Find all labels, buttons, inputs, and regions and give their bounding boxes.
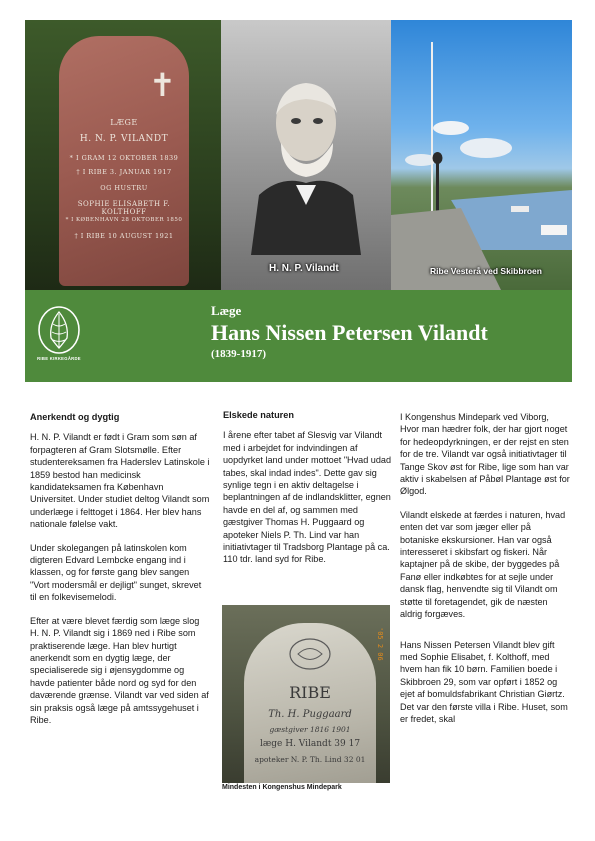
column-2 (223, 409, 393, 577)
headstone-line: * I GRAM 12 OKTOBER 1839 (69, 154, 179, 162)
paragraph: Efter at være blevet færdig som læge slog H. N. P. Vilandt sig i 1869 ned i Ribe som praktiserende læge. Han blev hurtigt anerkendt som en dygtig læge, der specialiserede sig i øjensygdomme og havde patienter både nord og syd for den daværende grænse. Vilandt var ved siden af sin praksis også læge på amtssygehuset i Ribe. (30, 615, 209, 725)
page-title: Hans Nissen Petersen Vilandt (211, 320, 488, 345)
date-stamp: '05 2 06 (376, 627, 384, 661)
stone-line: læge H. Vilandt 39 17 (259, 739, 361, 749)
paragraph: Vilandt elskede at færdes i naturen, hvad enten det var som jæger eller på botaniske ekskursioner. Han var også interesseret i skibsfart og fiskeri. Når kaptajner på de skibe, der byggedes på Fanø eller indkøbtes for at sejle under dansk flag, henvendte sig til Vilandt om støtte til foretagendet, gik de næsten aldrig forgæves. (400, 509, 566, 620)
paragraph: Under skolegangen på latinskolen kom digteren Edvard Lembcke engang ind i klassen, og for første gang blev sangen "Vort modersmål er dejligt" sunget, skrevet til en folkevisemelodi. (30, 542, 202, 603)
headstone-photo (25, 20, 221, 290)
memorial-stone (244, 623, 376, 783)
headstone-line: OG HUSTRU (100, 184, 148, 192)
headstone-line: † I RIBE 3. JANUAR 1917 (76, 168, 172, 176)
river-scene (391, 20, 572, 290)
ribe-kirkegaarde-logo (35, 304, 83, 364)
portrait-figure (251, 65, 361, 255)
cross-icon: ✝ (149, 67, 176, 103)
portrait-photo (221, 20, 391, 290)
headstone-line: H. N. P. VILANDT (79, 134, 169, 144)
river-caption: Ribe Vesterå ved Skibbroen (430, 266, 542, 276)
headstone-line: † I RIBE 10 AUGUST 1921 (74, 232, 174, 240)
banner-years: (1839-1917) (211, 348, 266, 360)
headstone-line: * I KØBENHAVN 28 OKTOBER 1850 (65, 217, 183, 223)
headstone-line: LÆGE (110, 118, 138, 127)
section-heading: Elskede naturen (223, 410, 294, 420)
paragraph: I årene efter tabet af Slesvig var Vilandt med i arbejdet for indvindingen af uopdyrket land under mottoet "Hvad udad tabes, skal indad indes". Dette gav sig synlige tegn i en aktiv deltagelse i beplantningen af de indlandsklitter, egnen havde en del af, og sammen med gæstgiver Thomas H. Puggaard og apoteker Niels P. Th. Lind var han initiativtager til Tradsborg Plantage på ca. 110 tdr. land syd for Ribe. (223, 430, 392, 565)
paragraph: H. N. P. Vilandt er født i Gram som søn af forpagteren af Gram Slotsmølle. Efter studentereksamen fra Haderslev Latinskole i 1859 bestod han medicinsk kandidateksamen fra København Universitet. Under studiet deltog Vilandt som underlæge i felttoget i 1864. Her blev hans nationale følelse vakt. (30, 432, 210, 530)
headstone (59, 36, 189, 286)
memorial-stone-photo (222, 605, 390, 783)
column-3 (400, 411, 570, 736)
headstone-line: SOPHIE ELISABETH F. KOLTHOFF (77, 200, 171, 216)
stone-line: gæstgiver 1816 1901 (269, 725, 351, 734)
stone-emblem-icon (288, 637, 332, 671)
stone-line: RIBE (289, 683, 331, 702)
paragraph: I Kongenshus Mindepark ved Viborg, Hvor man hædrer folk, der har gjort noget for hedeopdyrkningen, er der rejst en sten for de tre. Vilandt var også initiativtager til Tange Skov øst for Ribe, lige som han var aktiv i skabelsen af Påbøl Plantage øst for Ølgod. (400, 412, 570, 497)
portrait-caption: H. N. P. Vilandt (269, 263, 339, 274)
logo-text: RIBE KIRKEGÅRDE (37, 356, 81, 361)
stone-line: apoteker N. P. Th. Lind 32 01 (254, 755, 366, 764)
paragraph: Hans Nissen Petersen Vilandt blev gift med Sophie Elisabet, f. Kolthoff, med hvem han fik 10 børn. Familien boede i Skibbroen 29, som var opført i 1852 og ejet af bomuldsfabrikant Christian Giørtz. Det var den første villa i Ribe. Huset, som er fredet, skal (400, 639, 568, 724)
river-photo (391, 20, 572, 290)
section-heading: Anerkendt og dygtig (30, 412, 120, 422)
stone-caption: Mindesten i Kongenshus Mindepark (222, 784, 342, 791)
banner-subtitle: Læge (211, 303, 242, 318)
column-1 (30, 411, 210, 737)
stone-line: Th. H. Puggaard (268, 709, 352, 720)
